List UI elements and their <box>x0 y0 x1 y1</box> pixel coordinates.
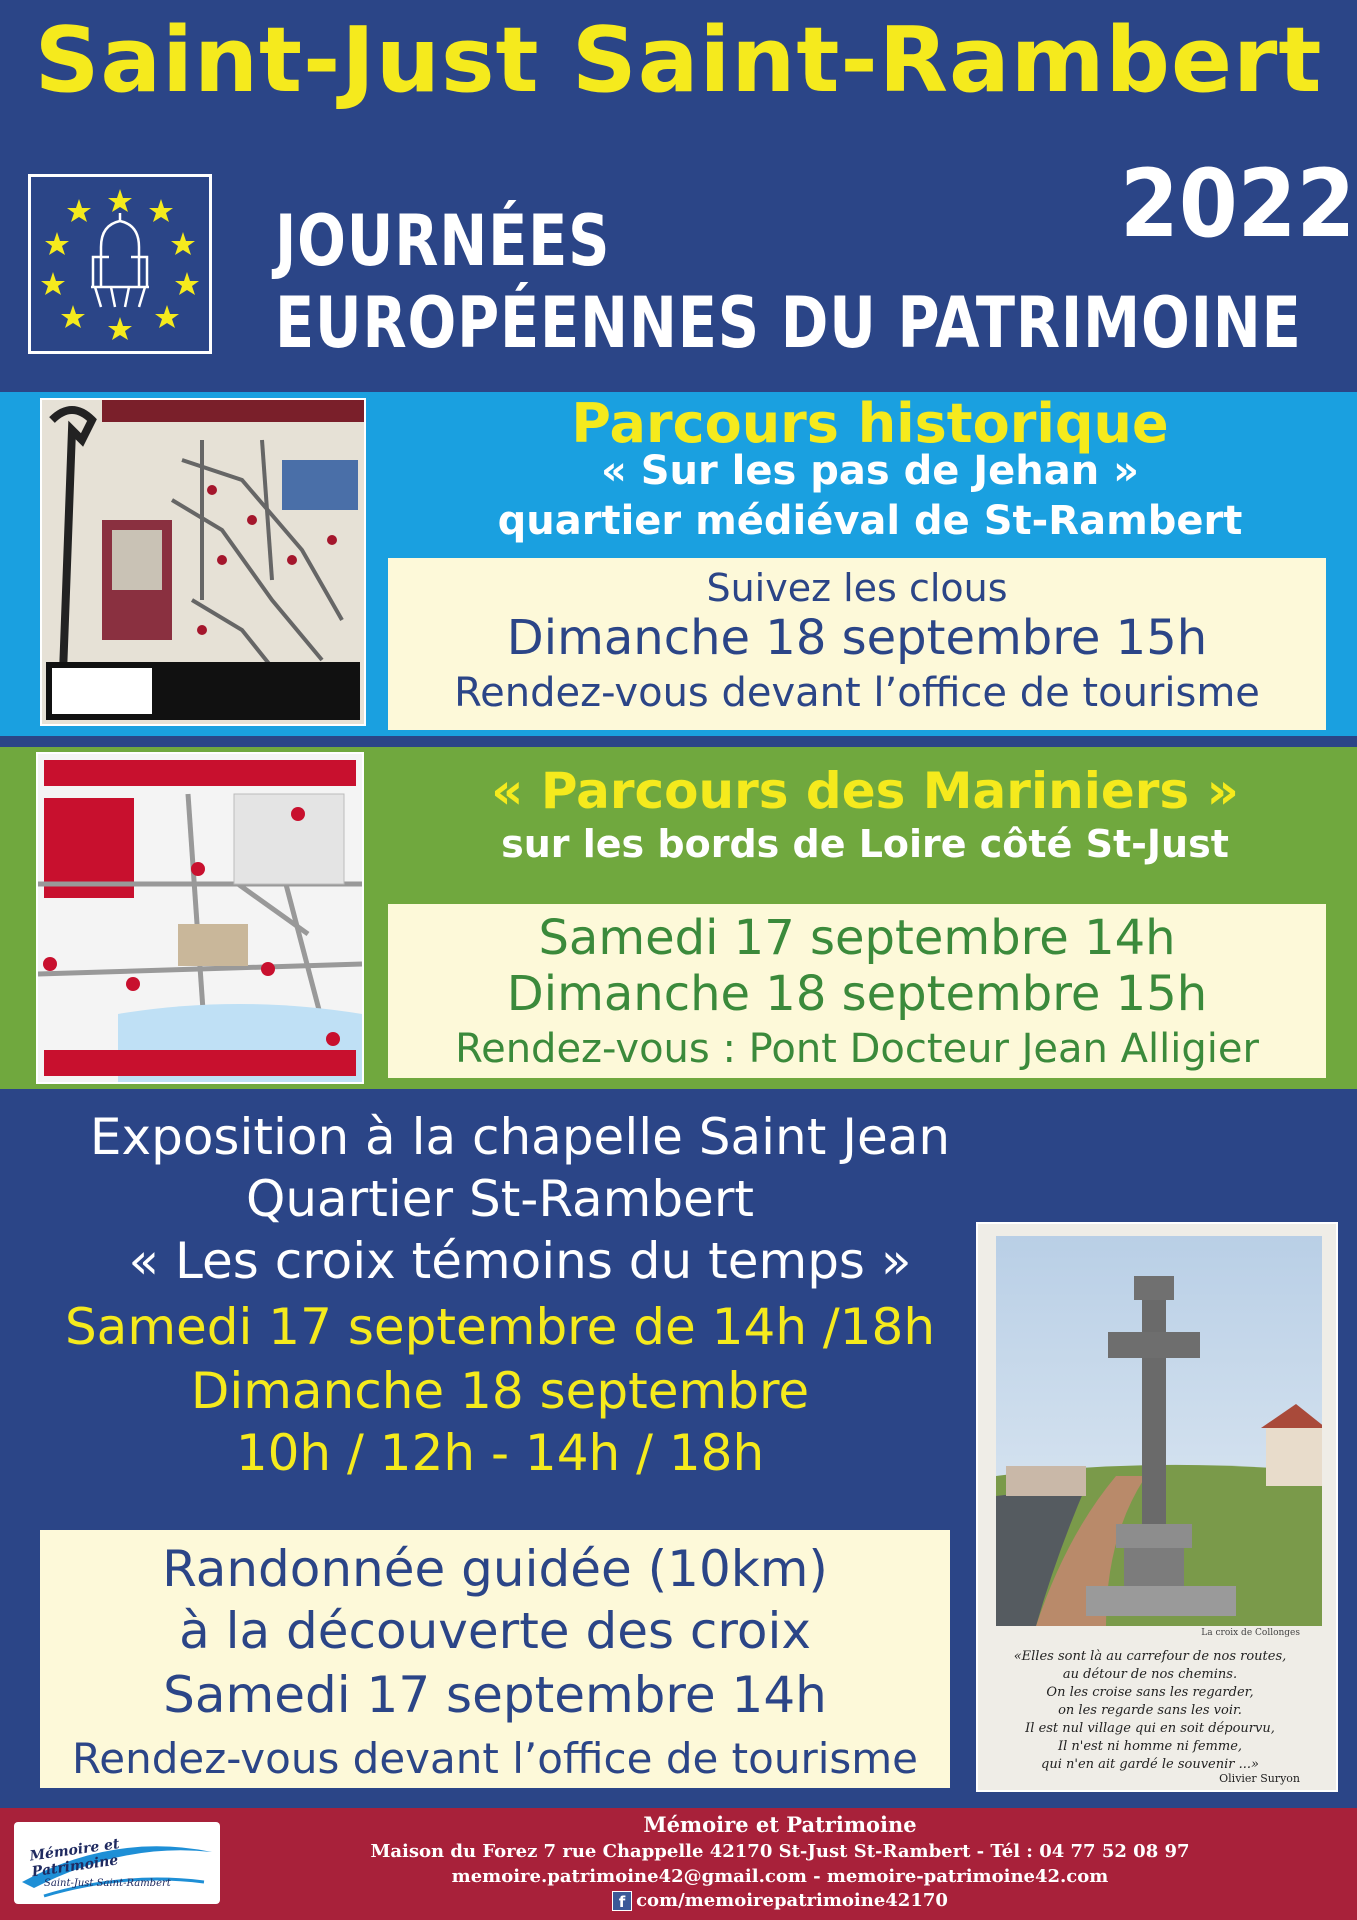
facebook-icon: f <box>612 1891 632 1911</box>
mariniers-title: « Parcours des Mariniers » <box>491 762 1239 820</box>
event-name-line2: EUROPÉENNES DU PATRIMOINE <box>275 282 1302 364</box>
event-year: 2022 <box>1120 150 1356 259</box>
historique-title: Parcours historique <box>571 392 1169 455</box>
stars-monument-icon <box>31 177 209 351</box>
poem-line: On les croise sans les regarder, <box>1046 1685 1254 1700</box>
randonnee-title: Randonnée guidée (10km) <box>162 1540 828 1598</box>
expo-sunday: Dimanche 18 septembre <box>190 1362 810 1420</box>
historique-instruction: Suivez les clous <box>706 566 1008 610</box>
cross-photo <box>996 1236 1322 1626</box>
event-name-line1: JOURNÉES <box>275 200 611 282</box>
poem-line: Il n'est ni homme ni femme, <box>1057 1739 1243 1754</box>
poem-author: Olivier Suryon <box>1219 1772 1300 1785</box>
association-logo <box>14 1822 220 1904</box>
expo-title: Exposition à la chapelle Saint Jean <box>89 1108 951 1166</box>
mariniers-map-image <box>36 752 364 1084</box>
poem-line: qui n'en ait gardé le souvenir ...» <box>1041 1757 1259 1772</box>
logo-subtitle: Saint-Just Saint-Rambert <box>44 1878 171 1889</box>
historique-subtitle: « Sur les pas de Jehan » <box>600 448 1140 494</box>
mariniers-date-saturday: Samedi 17 septembre 14h <box>538 910 1176 966</box>
historique-map-image <box>40 398 366 726</box>
footer-contact[interactable]: memoire.patrimoine42@gmail.com - memoire-patrimoine42.com <box>451 1866 1109 1887</box>
poem-line: on les regarde sans les voir. <box>1058 1703 1242 1718</box>
facebook-link[interactable]: com/memoirepatrimoine42170 <box>636 1890 948 1911</box>
town-title: Saint-Just Saint-Rambert <box>34 8 1323 113</box>
mariniers-meeting-point: Rendez-vous : Pont Docteur Jean Alligier <box>455 1026 1259 1072</box>
cross-caption: La croix de Collonges <box>1201 1628 1300 1638</box>
footer-address: Maison du Forez 7 rue Chappelle 42170 St-Just St-Rambert - Tél : 04 77 52 08 97 <box>370 1841 1190 1862</box>
expo-saturday: Samedi 17 septembre de 14h /18h <box>64 1298 936 1356</box>
historique-quarter: quartier médiéval de St-Rambert <box>497 498 1243 544</box>
footer-org: Mémoire et Patrimoine <box>643 1812 917 1837</box>
poem-line: Il est nul village qui en soit dépourvu, <box>1025 1721 1275 1736</box>
mariniers-date-sunday: Dimanche 18 septembre 15h <box>506 966 1208 1022</box>
historique-date: Dimanche 18 septembre 15h <box>506 610 1208 666</box>
mariniers-subtitle: sur les bords de Loire côté St-Just <box>501 822 1229 866</box>
expo-theme: « Les croix témoins du temps » <box>128 1232 912 1290</box>
historique-meeting-point: Rendez-vous devant l’office de tourisme <box>454 670 1260 716</box>
randonnee-date: Samedi 17 septembre 14h <box>163 1666 827 1724</box>
logo-title: Mémoire et Patrimoine <box>28 1836 121 1881</box>
poem-line: «Elles sont là au carrefour de nos routes, <box>1013 1649 1287 1664</box>
poem-line: au détour de nos chemins. <box>1062 1667 1238 1682</box>
cross-poem <box>1000 1648 1300 1774</box>
randonnee-theme: à la découverte des croix <box>179 1602 811 1660</box>
footer-facebook[interactable] <box>230 1890 1330 1911</box>
jep-logo <box>28 174 212 354</box>
expo-quarter: Quartier St-Rambert <box>246 1170 754 1228</box>
randonnee-meeting-point: Rendez-vous devant l’office de tourisme <box>71 1734 919 1783</box>
expo-sunday-hours: 10h / 12h - 14h / 18h <box>235 1424 765 1482</box>
